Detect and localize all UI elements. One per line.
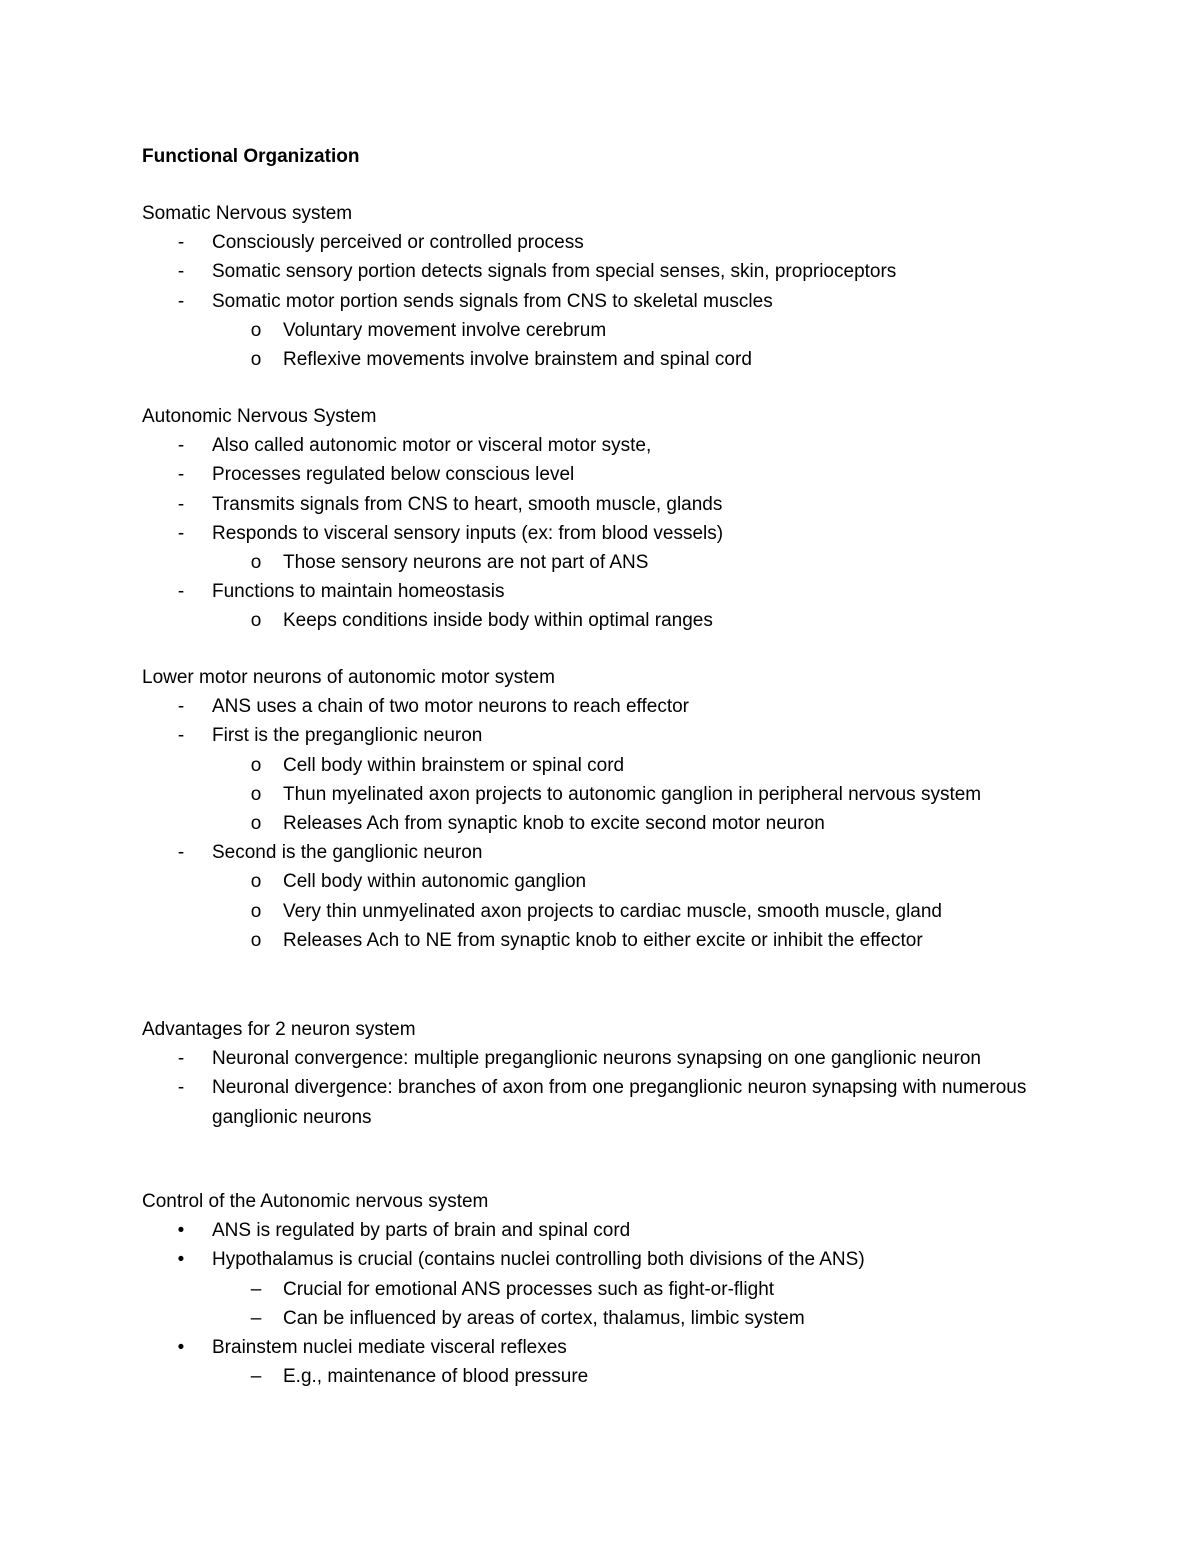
dash-marker: -: [177, 435, 185, 457]
list-item-text: Consciously perceived or controlled process: [212, 232, 584, 254]
list-item: [142, 577, 1142, 606]
section-control-of-ans: [142, 1187, 1142, 1391]
list-item-text: Neuronal convergence: multiple preganglionic neurons synapsing on one ganglionic neuron: [212, 1048, 981, 1070]
section-heading: Control of the Autonomic nervous system: [142, 1191, 489, 1212]
list-item-text: Releases Ach from synaptic knob to excite second motor neuron: [283, 813, 825, 835]
circle-marker: o: [250, 754, 262, 776]
section-heading: Somatic Nervous system: [142, 203, 353, 224]
list-item: [142, 228, 1142, 257]
list-item-text: Crucial for emotional ANS processes such as fight-or-flight: [283, 1278, 775, 1300]
list-item-text: Processes regulated below conscious level: [212, 464, 575, 486]
bullet-marker: •: [177, 1337, 185, 1359]
list-item-text: Also called autonomic motor or visceral motor syste,: [212, 435, 652, 457]
circle-marker: o: [250, 813, 262, 835]
circle-marker: o: [250, 610, 262, 632]
list-item-text: Hypothalamus is crucial (contains nuclei controlling both divisions of the ANS): [212, 1249, 865, 1271]
sub-list-item: [142, 867, 1142, 896]
list-item-text: Those sensory neurons are not part of ANS: [283, 552, 649, 574]
list-item-text: E.g., maintenance of blood pressure: [283, 1366, 589, 1388]
circle-marker: o: [250, 319, 262, 341]
list-item-text: Can be influenced by areas of cortex, thalamus, limbic system: [283, 1307, 805, 1329]
sub-list-item: [142, 809, 1142, 838]
sub-list-item: [142, 606, 1142, 635]
sub-list-item: [142, 780, 1142, 809]
list-item-text: Neuronal divergence: branches of axon from one preganglionic neuron synapsing with numerous ganglionic neurons: [212, 1077, 1027, 1128]
dash-marker: -: [177, 232, 185, 254]
list-item: [142, 1333, 1142, 1362]
circle-marker: o: [250, 349, 262, 371]
section-heading: Advantages for 2 neuron system: [142, 1019, 416, 1040]
circle-marker: o: [250, 783, 262, 805]
list-item-text: First is the preganglionic neuron: [212, 725, 483, 747]
list-item-text: ANS is regulated by parts of brain and spinal cord: [212, 1220, 631, 1242]
dash-marker: -: [177, 1048, 185, 1070]
dash-marker: -: [177, 522, 185, 544]
sub-list-item: [142, 345, 1142, 374]
list-item-text: Somatic sensory portion detects signals from special senses, skin, proprioceptors: [212, 261, 897, 283]
list-item: [142, 490, 1142, 519]
bullet-marker: •: [177, 1249, 185, 1271]
list-item-text: Thun myelinated axon projects to autonomic ganglion in peripheral nervous system: [283, 783, 982, 805]
list-item: [142, 838, 1142, 867]
list-item: [142, 721, 1142, 750]
en-dash-marker: –: [250, 1366, 262, 1388]
list-item-text: Releases Ach to NE from synaptic knob to either excite or inhibit the effector: [283, 929, 923, 951]
dash-marker: -: [177, 290, 185, 312]
list-item: [142, 519, 1142, 548]
list-item-text: Voluntary movement involve cerebrum: [283, 319, 607, 341]
list-item: [142, 1073, 1142, 1131]
circle-marker: o: [250, 871, 262, 893]
list-item-text: Functions to maintain homeostasis: [212, 581, 505, 603]
list-item: [142, 431, 1142, 460]
list-item-text: Transmits signals from CNS to heart, smooth muscle, glands: [212, 493, 723, 515]
list-item-text: Second is the ganglionic neuron: [212, 842, 483, 864]
dash-marker: -: [177, 581, 185, 603]
sub-list-item: [142, 751, 1142, 780]
dash-marker: -: [177, 464, 185, 486]
sub-list-item: [142, 897, 1142, 926]
document-title: Functional Organization: [142, 146, 360, 167]
dash-marker: -: [177, 842, 185, 864]
list-item: [142, 1245, 1142, 1274]
section-autonomic-nervous-system: [142, 402, 1142, 636]
list-item-text: ANS uses a chain of two motor neurons to reach effector: [212, 696, 690, 718]
sub-list-item: [142, 1304, 1142, 1333]
section-advantages-two-neuron: [142, 1015, 1142, 1132]
list-item-text: Responds to visceral sensory inputs (ex: from blood vessels): [212, 522, 724, 544]
section-somatic-nervous-system: [142, 199, 1142, 374]
list-item-text: Cell body within autonomic ganglion: [283, 871, 587, 893]
sub-list-item: [142, 1362, 1142, 1391]
list-item-text: Very thin unmyelinated axon projects to cardiac muscle, smooth muscle, gland: [283, 900, 942, 922]
dash-marker: -: [177, 261, 185, 283]
circle-marker: o: [250, 552, 262, 574]
section-heading: Autonomic Nervous System: [142, 406, 377, 427]
section-heading: Lower motor neurons of autonomic motor system: [142, 667, 555, 688]
list-item: [142, 692, 1142, 721]
sub-list-item: [142, 316, 1142, 345]
circle-marker: o: [250, 900, 262, 922]
list-item: [142, 257, 1142, 286]
list-item: [142, 1044, 1142, 1073]
bullet-marker: •: [177, 1220, 185, 1242]
en-dash-marker: –: [250, 1307, 262, 1329]
list-item-text: Keeps conditions inside body within optimal ranges: [283, 610, 713, 632]
sub-list-item: [142, 926, 1142, 955]
list-item: [142, 287, 1142, 316]
dash-marker: -: [177, 696, 185, 718]
sub-list-item: [142, 548, 1142, 577]
list-item: [142, 1216, 1142, 1245]
list-item-text: Cell body within brainstem or spinal cord: [283, 754, 625, 776]
dash-marker: -: [177, 725, 185, 747]
list-item-text: Reflexive movements involve brainstem and spinal cord: [283, 349, 752, 371]
dash-marker: -: [177, 1077, 185, 1099]
list-item-text: Brainstem nuclei mediate visceral reflexes: [212, 1337, 567, 1359]
dash-marker: -: [177, 493, 185, 515]
section-lower-motor-neurons: [142, 663, 1142, 955]
en-dash-marker: –: [250, 1278, 262, 1300]
circle-marker: o: [250, 929, 262, 951]
list-item-text: Somatic motor portion sends signals from CNS to skeletal muscles: [212, 290, 773, 312]
list-item: [142, 460, 1142, 489]
sub-list-item: [142, 1275, 1142, 1304]
